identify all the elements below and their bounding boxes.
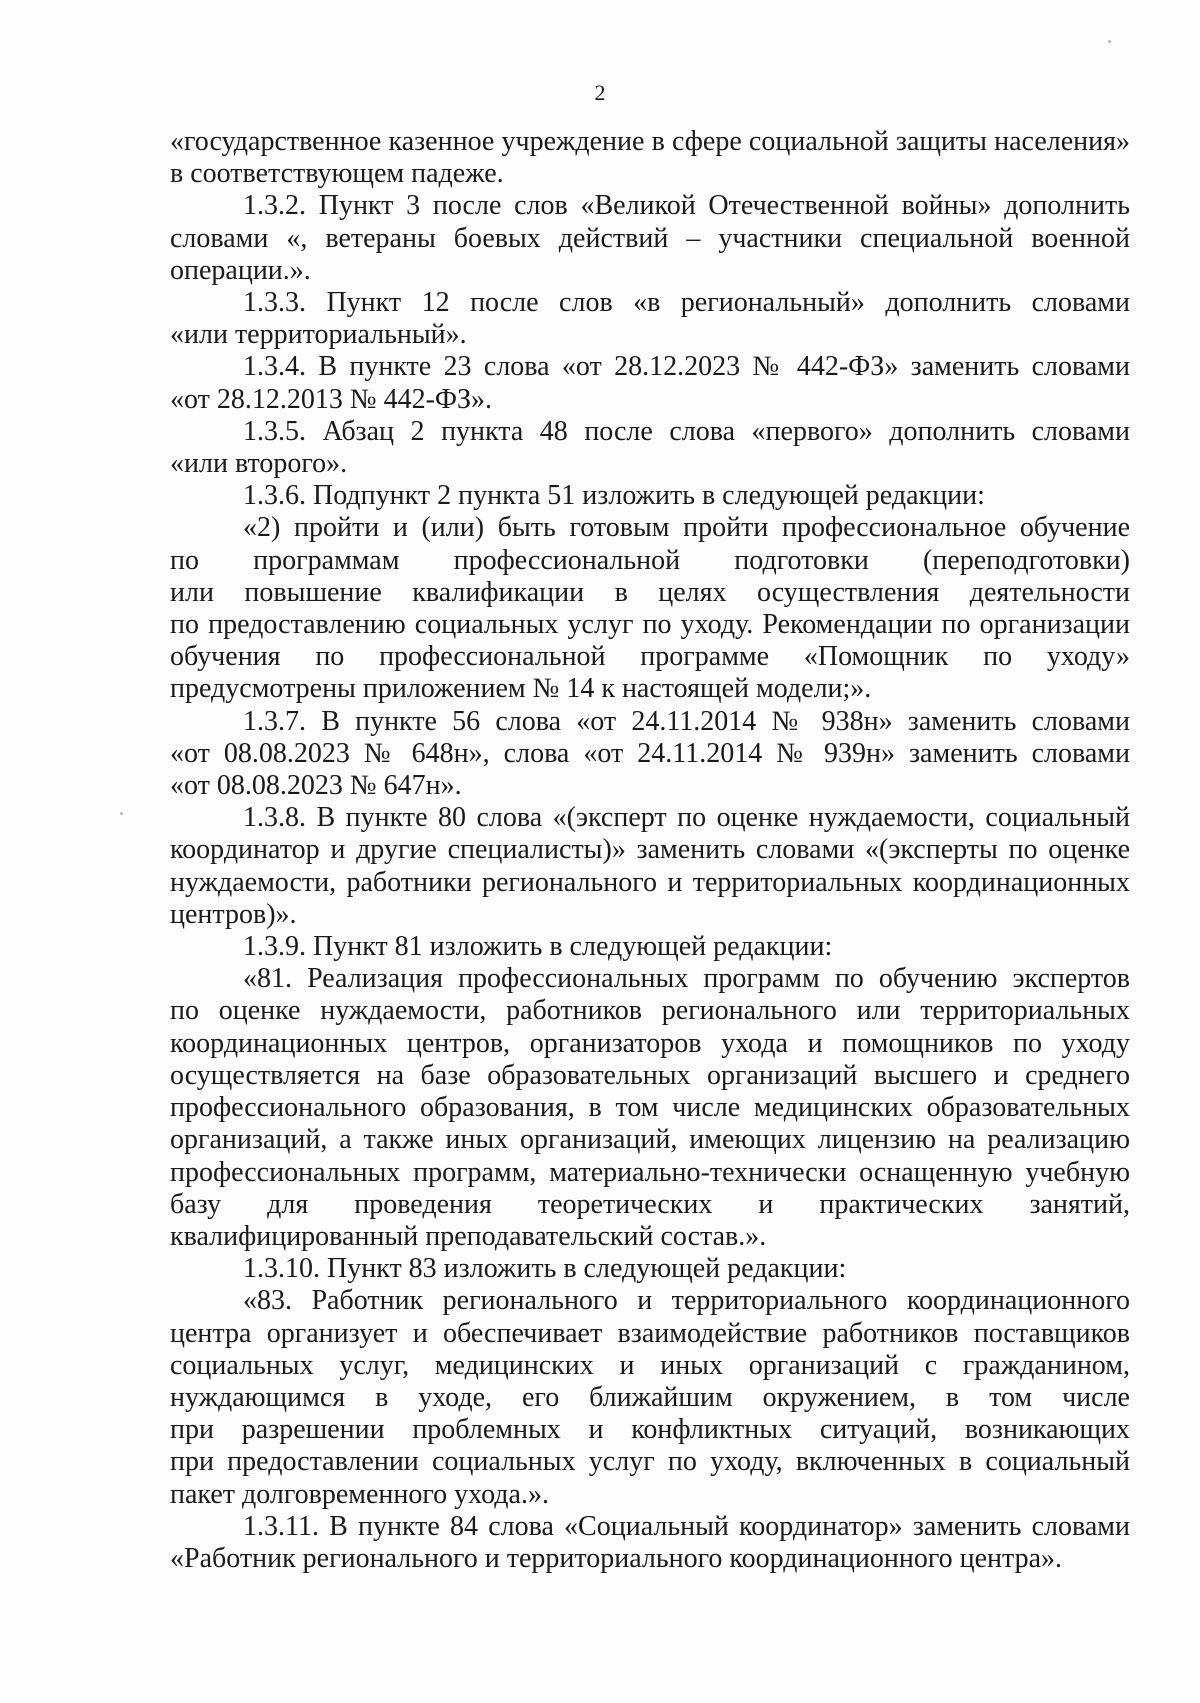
text-line: 1.3.5. Абзац 2 пункта 48 после слова «первого» дополнить словами xyxy=(243,415,1130,447)
document-body xyxy=(170,126,1130,1575)
paragraph-1-3-6 xyxy=(170,480,1130,512)
text-line: 1.3.2. Пункт 3 после слов «Великой Отечественной войны» дополнить xyxy=(243,190,1130,222)
paragraph-1-3-10 xyxy=(170,1253,1130,1285)
text-line: 1.3.4. В пункте 23 слова «от 28.12.2023 № 442-ФЗ» заменить словами xyxy=(243,351,1130,383)
text-line: «от 08.08.2023 № 647н». xyxy=(170,770,462,802)
quoted-point-81 xyxy=(170,963,1130,1253)
paragraph-1-3-1-continuation xyxy=(170,126,1130,190)
text-line: «от 28.12.2013 № 442-ФЗ». xyxy=(170,383,493,415)
paragraph-1-3-2 xyxy=(170,190,1130,287)
paragraph-1-3-4 xyxy=(170,351,1130,415)
paragraph-1-3-3 xyxy=(170,287,1130,351)
text-line: 1.3.6. Подпункт 2 пункта 51 изложить в следующей редакции: xyxy=(243,480,985,512)
text-line: «или второго». xyxy=(170,448,348,480)
text-line: социальных услуг, медицинских и иных организаций с гражданином, xyxy=(170,1349,1130,1381)
text-line: «2) пройти и (или) быть готовым пройти профессиональное обучение xyxy=(243,512,1130,544)
text-line: 1.3.10. Пункт 83 изложить в следующей редакции: xyxy=(243,1253,847,1285)
text-line: по предоставлению социальных услуг по уходу. Рекомендации по организации xyxy=(170,609,1130,641)
text-line: нуждаемости, работники регионального и территориальных координационных xyxy=(170,866,1130,898)
text-line: «Работник регионального и территориального координационного центра». xyxy=(170,1542,1063,1574)
text-line: «или территориальный». xyxy=(170,319,467,351)
quoted-point-83 xyxy=(170,1285,1130,1510)
text-line: 1.3.11. В пункте 84 слова «Социальный координатор» заменить словами xyxy=(243,1510,1130,1542)
text-line: квалифицированный преподавательский состав.». xyxy=(170,1220,767,1252)
paragraph-1-3-7 xyxy=(170,706,1130,803)
text-line: или повышение квалификации в целях осуществления деятельности xyxy=(170,576,1130,608)
text-line: профессионального образования, в том числе медицинских образовательных xyxy=(170,1092,1130,1124)
quoted-subparagraph-2 xyxy=(170,512,1130,705)
text-line: «83. Работник регионального и территориального координационного xyxy=(243,1285,1130,1317)
text-line: предусмотрены приложением № 14 к настоящей модели;». xyxy=(170,673,872,705)
text-line: координатор и другие специалисты)» заменить словами «(эксперты по оценке xyxy=(170,834,1130,866)
text-line: базу для проведения теоретических и практических занятий, xyxy=(170,1188,1130,1220)
text-line: 1.3.8. В пункте 80 слова «(эксперт по оценке нуждаемости, социальный xyxy=(243,802,1130,834)
text-line: центров)». xyxy=(170,898,297,930)
text-line: осуществляется на базе образовательных организаций высшего и среднего xyxy=(170,1059,1130,1091)
paragraph-1-3-11 xyxy=(170,1511,1130,1575)
text-line: при разрешении проблемных и конфликтных ситуаций, возникающих xyxy=(170,1414,1130,1446)
text-line: профессиональных программ, материально-технически оснащенную учебную xyxy=(170,1156,1130,1188)
paragraph-1-3-5 xyxy=(170,416,1130,480)
text-line: по программам профессиональной подготовки (переподготовки) xyxy=(170,544,1130,576)
text-line: при предоставлении социальных услуг по уходу, включенных в социальный xyxy=(170,1446,1130,1478)
text-line: координационных центров, организаторов ухода и помощников по уходу xyxy=(170,1027,1130,1059)
text-line: операции.». xyxy=(170,254,311,286)
text-line: «от 08.08.2023 № 648н», слова «от 24.11.2014 № 939н» заменить словами xyxy=(170,737,1130,769)
text-line: пакет долговременного ухода.». xyxy=(170,1478,549,1510)
scan-speck xyxy=(120,812,123,815)
text-line: словами «, ветераны боевых действий – участники специальной военной xyxy=(170,222,1130,254)
paragraph-1-3-9 xyxy=(170,931,1130,963)
text-line: по оценке нуждаемости, работников регионального или территориальных xyxy=(170,995,1130,1027)
text-line: организаций, а также иных организаций, имеющих лицензию на реализацию xyxy=(170,1124,1130,1156)
text-line: «81. Реализация профессиональных программ по обучению экспертов xyxy=(243,963,1130,995)
text-line: центра организует и обеспечивает взаимодействие работников поставщиков xyxy=(170,1317,1130,1349)
text-line: 1.3.9. Пункт 81 изложить в следующей редакции: xyxy=(243,931,833,963)
text-line: нуждающимся в уходе, его ближайшим окружением, в том числе xyxy=(170,1381,1130,1413)
text-line: 1.3.7. В пункте 56 слова «от 24.11.2014 № 938н» заменить словами xyxy=(243,705,1130,737)
page-number: 2 xyxy=(594,80,606,105)
text-line: «государственное казенное учреждение в сфере социальной защиты населения» xyxy=(170,126,1130,157)
text-line: обучения по профессиональной программе «Помощник по уходу» xyxy=(170,641,1130,673)
text-line: в соответствующем падеже. xyxy=(170,158,504,190)
text-line: 1.3.3. Пункт 12 после слов «в региональный» дополнить словами xyxy=(243,287,1130,319)
paragraph-1-3-8 xyxy=(170,802,1130,931)
scan-speck xyxy=(1108,40,1111,43)
